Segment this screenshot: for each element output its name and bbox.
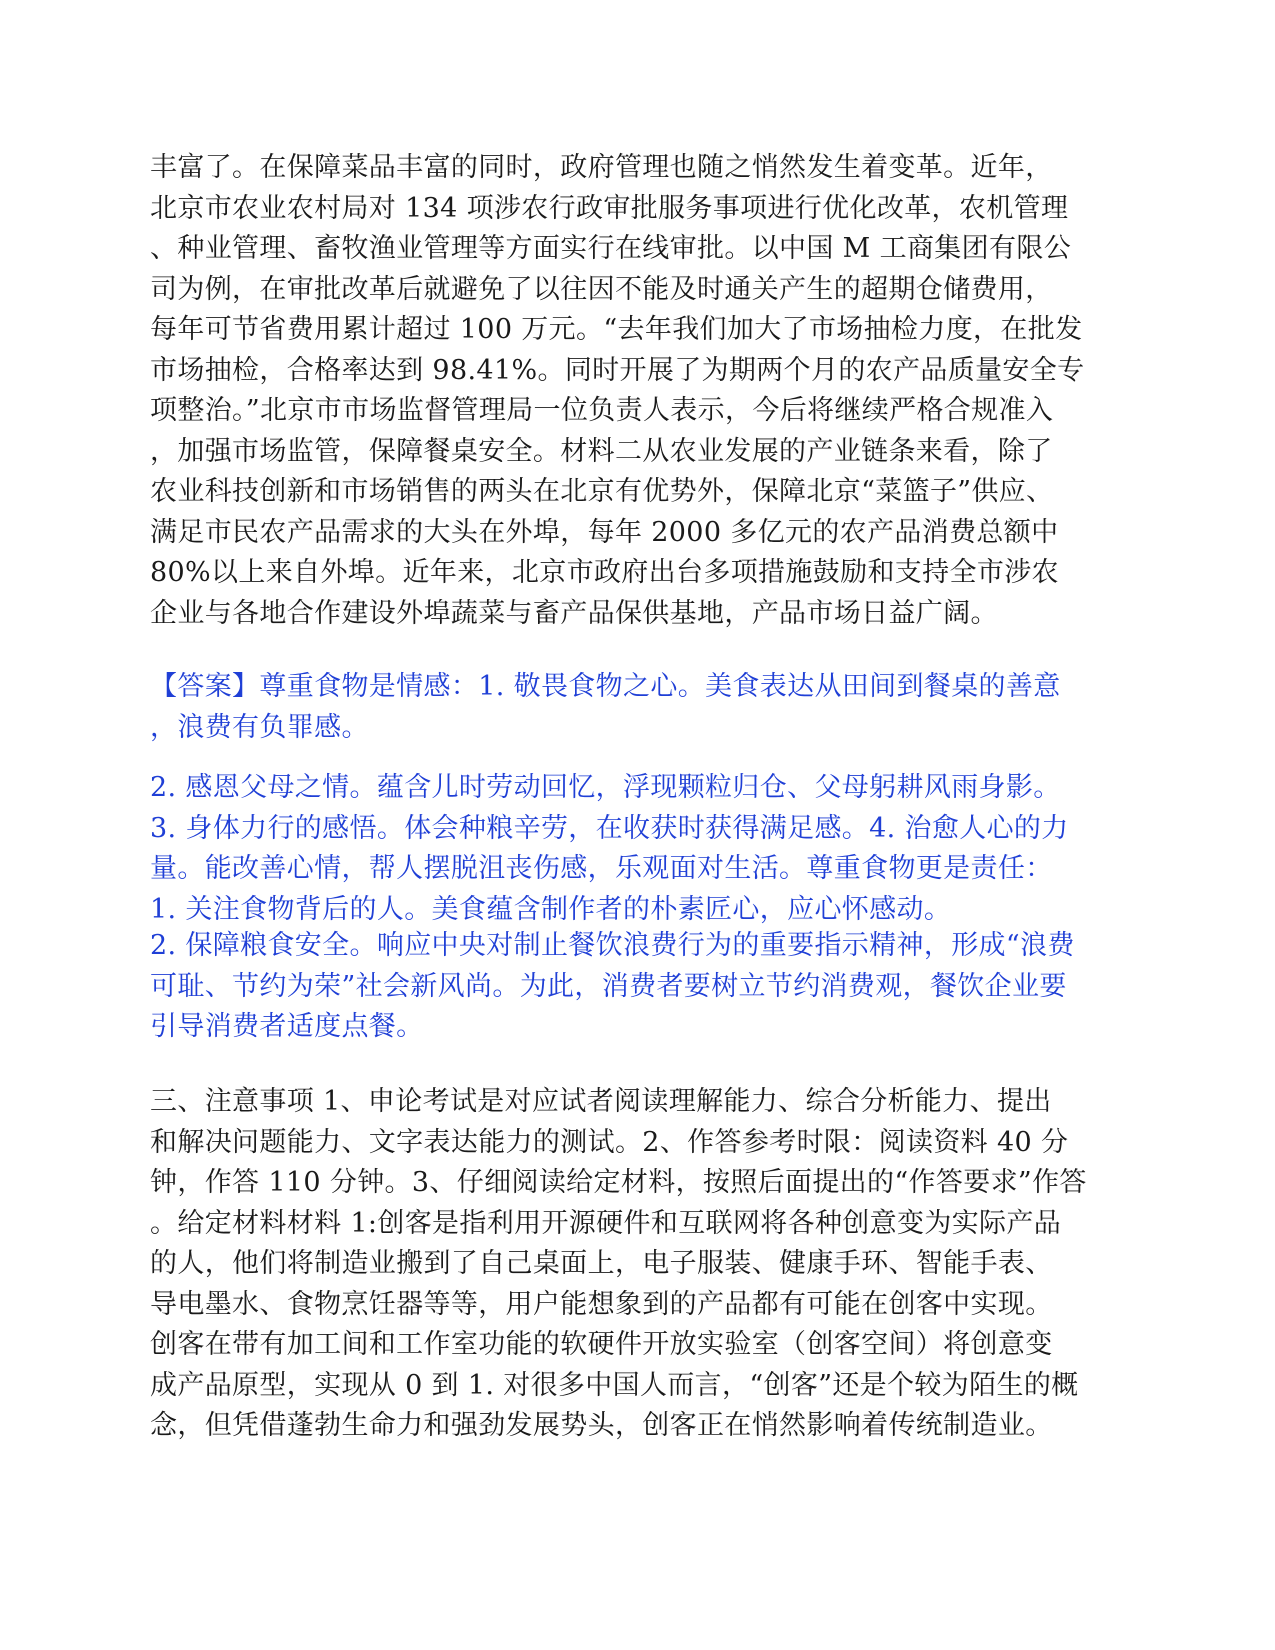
answer-paragraph-emotion: 【答案】尊重食物是情感：1. 敬畏食物之心。美食表达从田间到餐桌的善意 ，浪费有负罪感。 <box>150 671 1061 743</box>
answer-paragraph-food-security: 2. 保障粮食安全。响应中央对制止餐饮浪费行为的重要指示精神，形成“浪费 可耻、节约为荣”社会新风尚。为此，消费者要树立节约消费观，餐饮企业要 引导消费者适度点餐。 <box>150 930 1075 1042</box>
answer-paragraph-points: 2. 感恩父母之情。蕴含儿时劳动回忆，浮现颗粒归仓、父母躬耕风雨身影。 3. 身体力行的感悟。体会种粮辛劳，在收获时获得满足感。4. 治愈人心的力 量。能改善心情，帮人摆脱沮丧伤感，乐观面对生活。尊重食物更是责任： 1. 关注食物背后的人。美食蕴含制作者的朴素匠心，应心怀感动。 <box>150 772 1069 925</box>
material-paragraph: 丰富了。在保障菜品丰富的同时，政府管理也随之悄然发生着变革。近年， 北京市农业农村局对 134 项涉农行政审批服务事项进行优化改革，农机管理 、种业管理、畜牧渔业管理等方面实行在线审批。以中国 M 工商集团有限公 司为例，在审批改革后就避免了以往因不能及时通关产生的超期仓储费用， 每年可节省费用累计超过 100 万元。“去年我们加大了市场抽检力度，在批发 市场抽检，合格率达到 98.41%。同时开展了为期两个月的农产品质量安全专 项整治。”北京市市场监督管理局一位负责人表示，今后将继续严格合规准入 ，加强市场监管，保障餐桌安全。材料二从农业发展的产业链条来看，除了 农业科技创新和市场销售的两头在北京有优势外，保障北京“菜篮子”供应、 满足市民农产品需求的大头在外埠，每年 2000 多亿元的农产品消费总额中 80%以上来自外埠。近年来，北京市政府出台多项措施鼓励和支持全市涉农 企业与各地合作建设外埠蔬菜与畜产品保供基地，产品市场日益广阔。 <box>150 152 1085 629</box>
notice-paragraph: 三、注意事项 1、申论考试是对应试者阅读理解能力、综合分析能力、提出 和解决问题能力、文字表达能力的测试。2、作答参考时限：阅读资料 40 分 钟，作答 110 分钟。3、仔细阅读给定材料，按照后面提出的“作答要求”作答 。给定材料材料 1:创客是指利用开源硬件和互联网将各种创意变为实际产品 的人，他们将制造业搬到了自己桌面上，电子服装、健康手环、智能手表、 导电墨水、食物烹饪器等等，用户能想象到的产品都有可能在创客中实现。 创客在带有加工间和工作室功能的软硬件开放实验室（创客空间）将创意变 成产品原型，实现从 0 到 1. 对很多中国人而言，“创客”还是个较为陌生的概 念，但凭借蓬勃生命力和强劲发展势头，创客正在悄然影响着传统制造业。 <box>150 1086 1087 1441</box>
